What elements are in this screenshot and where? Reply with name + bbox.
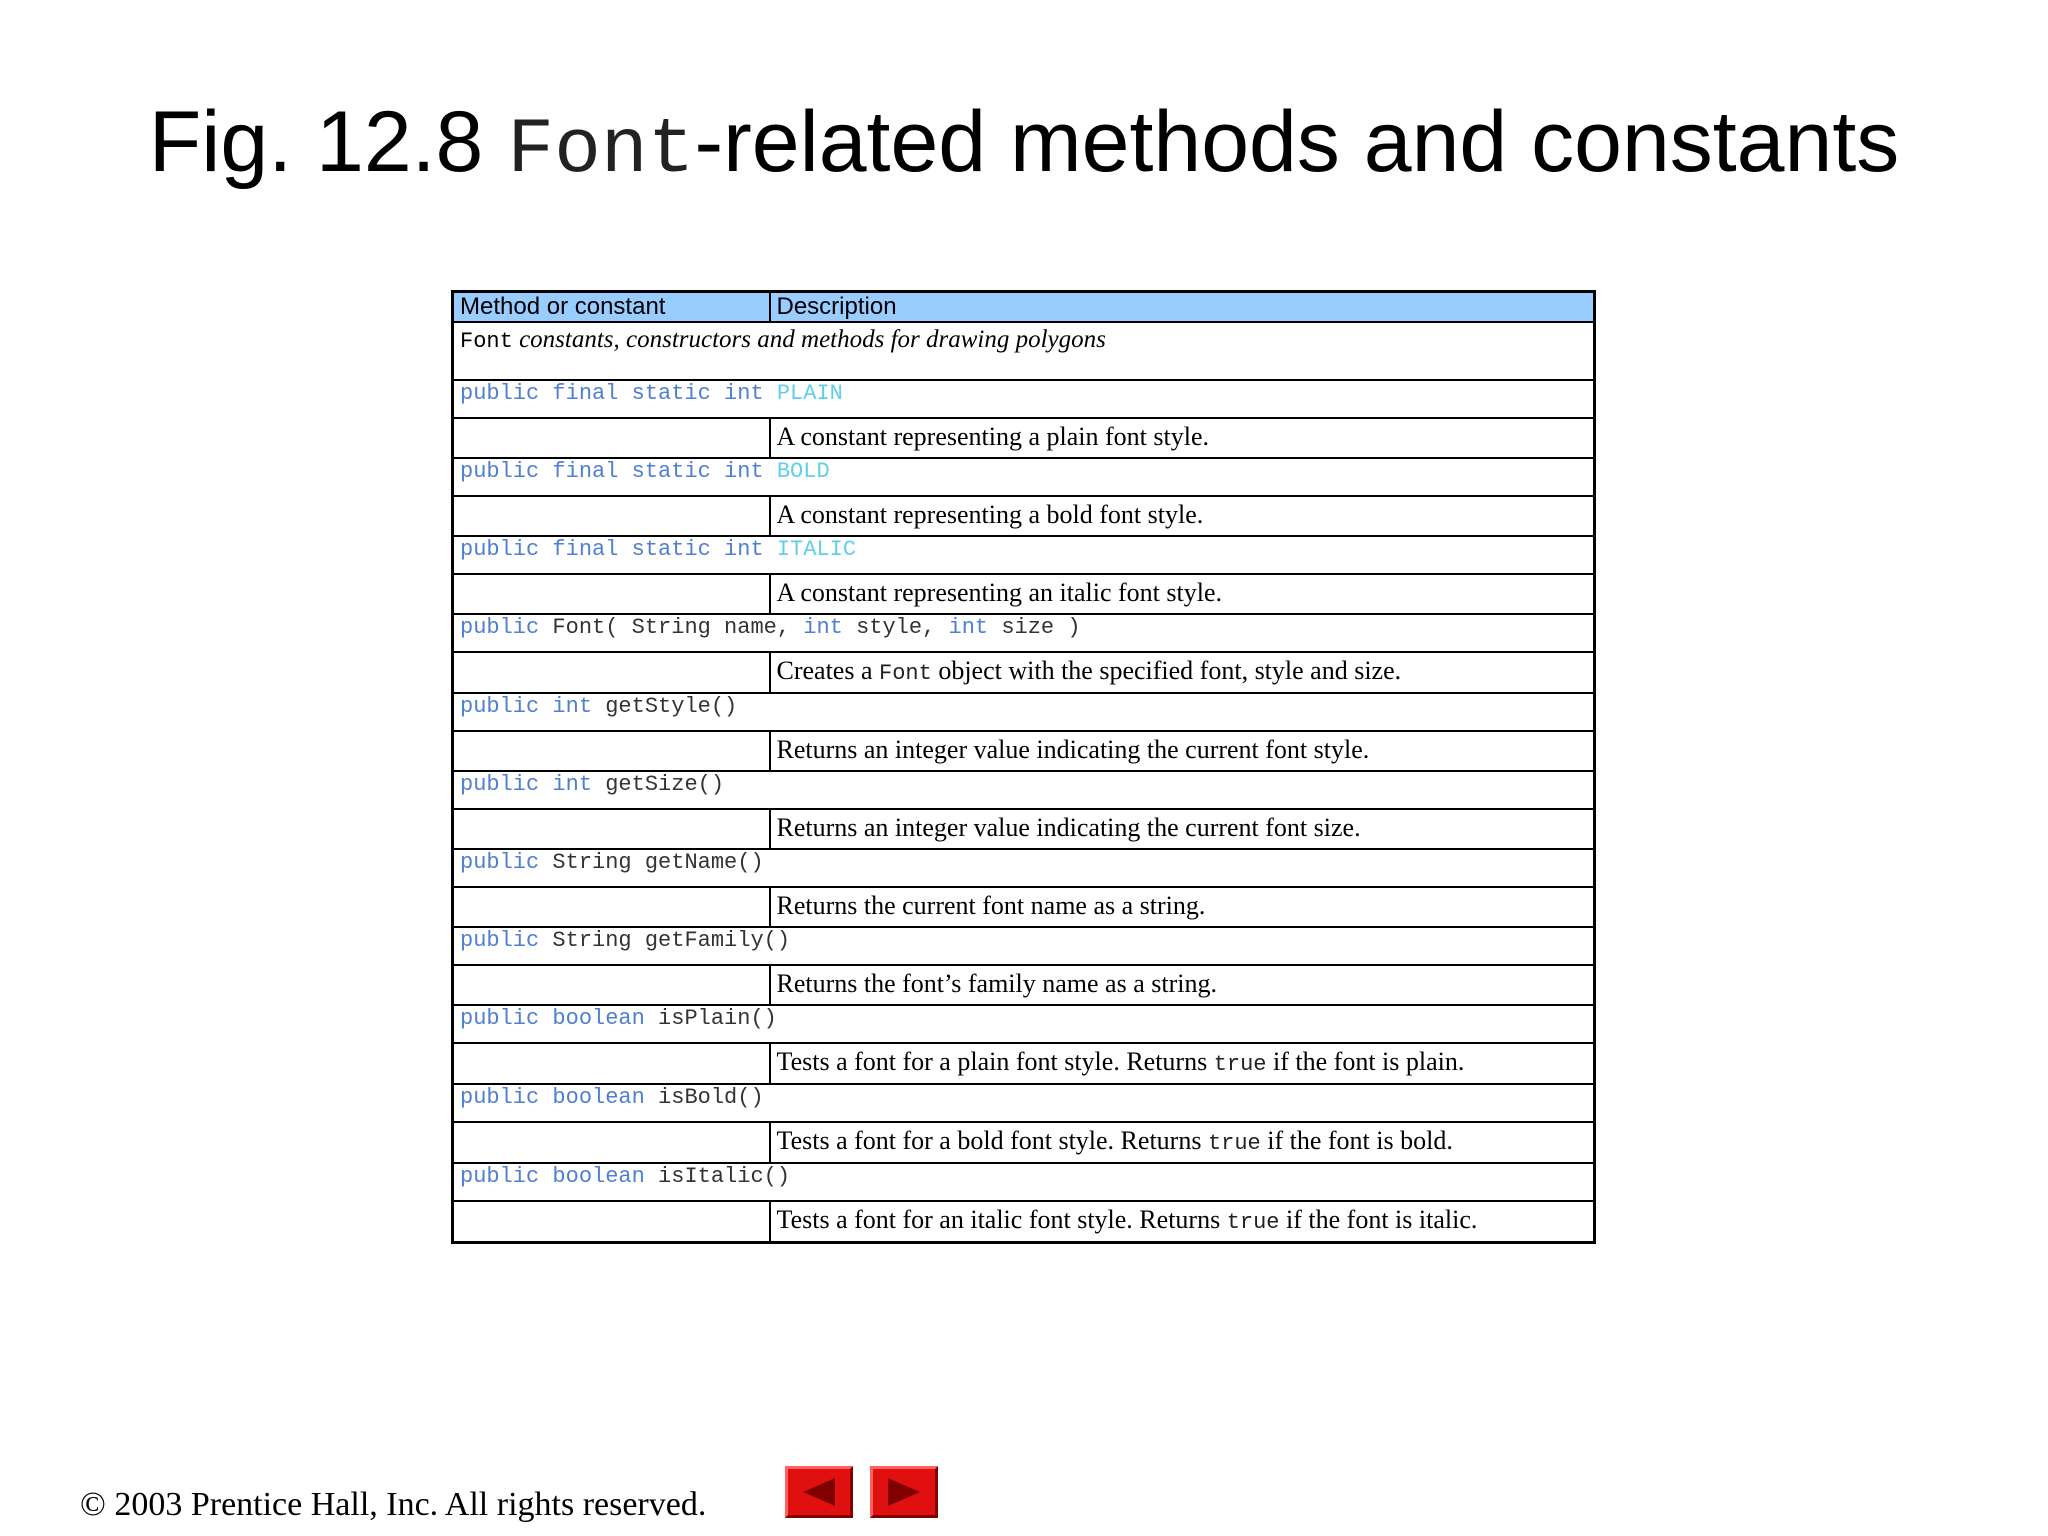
signature-row	[453, 458, 1595, 496]
signature-token: String getName()	[552, 850, 764, 875]
signature-token: Font( String name,	[552, 615, 804, 640]
description-row	[453, 887, 1595, 927]
signature-token: public boolean	[460, 1006, 659, 1031]
description-code: true	[1207, 1131, 1261, 1156]
method-signature	[453, 693, 1595, 731]
empty-cell	[453, 574, 770, 614]
method-signature	[453, 536, 1595, 574]
signature-token: ITALIC	[776, 537, 857, 562]
description-text: Returns the font’s family name as a string.	[776, 969, 1217, 998]
right-arrow-icon	[884, 1476, 924, 1508]
method-description	[770, 652, 1595, 693]
method-signature	[453, 927, 1595, 965]
signature-token: public	[460, 928, 553, 953]
description-row	[453, 1043, 1595, 1084]
description-text: A constant representing a plain font style.	[776, 422, 1210, 451]
empty-cell	[453, 731, 770, 771]
signature-token: getStyle()	[605, 694, 738, 719]
signature-token: isBold()	[658, 1085, 764, 1110]
description-row	[453, 1122, 1595, 1163]
section-row	[453, 322, 1595, 380]
description-text: if the font is plain.	[1266, 1047, 1465, 1076]
methods-table	[451, 290, 1596, 1244]
empty-cell	[453, 418, 770, 458]
empty-cell	[453, 496, 770, 536]
method-description	[770, 1201, 1595, 1243]
table-body	[453, 322, 1595, 1243]
table-header-row	[453, 292, 1595, 323]
description-row	[453, 418, 1595, 458]
left-arrow-icon	[799, 1476, 839, 1508]
signature-row	[453, 693, 1595, 731]
description-text: object with the specified font, style and size.	[931, 656, 1402, 685]
section-caption	[453, 322, 1595, 380]
signature-row	[453, 771, 1595, 809]
method-description	[770, 574, 1595, 614]
method-signature	[453, 614, 1595, 652]
signature-row	[453, 1084, 1595, 1122]
method-description	[770, 418, 1595, 458]
description-row	[453, 496, 1595, 536]
method-signature	[453, 380, 1595, 418]
signature-token: style,	[856, 615, 949, 640]
signature-token: public final static int	[460, 537, 777, 562]
signature-token: PLAIN	[776, 381, 843, 406]
title-prefix: Fig. 12.8	[148, 94, 508, 190]
description-row	[453, 574, 1595, 614]
description-text: Tests a font for an italic font style. Returns	[776, 1205, 1227, 1234]
signature-row	[453, 536, 1595, 574]
signature-token: isPlain()	[658, 1006, 777, 1031]
description-row	[453, 652, 1595, 693]
method-signature	[453, 1163, 1595, 1201]
method-description	[770, 965, 1595, 1005]
signature-row	[453, 1163, 1595, 1201]
description-row	[453, 1201, 1595, 1243]
description-text: Returns an integer value indicating the current font size.	[776, 813, 1361, 842]
description-text: Creates a	[776, 656, 880, 685]
description-text: A constant representing an italic font style.	[776, 578, 1222, 607]
signature-token: public	[460, 615, 553, 640]
signature-token: public final static int	[460, 381, 777, 406]
description-text: Returns the current font name as a string.	[776, 891, 1206, 920]
method-description	[770, 1043, 1595, 1084]
method-description	[770, 496, 1595, 536]
column-header-description: Description	[770, 292, 1595, 323]
signature-token: int	[803, 615, 857, 640]
description-text: A constant representing a bold font style.	[776, 500, 1204, 529]
signature-row	[453, 1005, 1595, 1043]
empty-cell	[453, 965, 770, 1005]
method-description	[770, 1122, 1595, 1163]
signature-token: public	[460, 850, 553, 875]
method-description	[770, 887, 1595, 927]
description-text: Returns an integer value indicating the current font style.	[776, 735, 1370, 764]
method-description	[770, 809, 1595, 849]
signature-token: int	[948, 615, 1002, 640]
column-header-method: Method or constant	[453, 292, 770, 323]
signature-row	[453, 614, 1595, 652]
signature-token: getSize()	[605, 772, 725, 797]
method-signature	[453, 771, 1595, 809]
empty-cell	[453, 887, 770, 927]
signature-row	[453, 927, 1595, 965]
description-code: true	[1226, 1210, 1280, 1235]
signature-token: public int	[460, 772, 606, 797]
empty-cell	[453, 809, 770, 849]
description-text: Tests a font for a plain font style. Returns	[776, 1047, 1214, 1076]
empty-cell	[453, 1201, 770, 1243]
method-description	[770, 731, 1595, 771]
signature-token: size )	[1001, 615, 1081, 640]
empty-cell	[453, 1122, 770, 1163]
signature-token: public final static int	[460, 459, 777, 484]
signature-token: public int	[460, 694, 606, 719]
copyright-notice: © 2003 Prentice Hall, Inc. All rights reserved.	[80, 1486, 707, 1523]
description-row	[453, 809, 1595, 849]
description-text: if the font is bold.	[1260, 1126, 1453, 1155]
method-signature	[453, 849, 1595, 887]
method-signature	[453, 458, 1595, 496]
title-code: Font	[507, 107, 695, 195]
description-row	[453, 965, 1595, 1005]
description-text: if the font is italic.	[1279, 1205, 1478, 1234]
next-slide-button[interactable]	[870, 1466, 938, 1518]
method-signature	[453, 1005, 1595, 1043]
signature-token: BOLD	[776, 459, 830, 484]
description-row	[453, 731, 1595, 771]
title-suffix: -related methods and constants	[694, 94, 1900, 190]
section-text: constants, constructors and methods for drawing polygons	[512, 326, 1106, 353]
previous-slide-button[interactable]	[785, 1466, 853, 1518]
signature-row	[453, 849, 1595, 887]
signature-token: String getFamily()	[552, 928, 791, 953]
page-title	[0, 92, 2048, 201]
method-signature	[453, 1084, 1595, 1122]
signature-token: isItalic()	[658, 1164, 791, 1189]
section-code: Font	[460, 329, 513, 354]
signature-token: public boolean	[460, 1085, 659, 1110]
signature-row	[453, 380, 1595, 418]
empty-cell	[453, 652, 770, 693]
description-text: Tests a font for a bold font style. Returns	[776, 1126, 1208, 1155]
empty-cell	[453, 1043, 770, 1084]
description-code: true	[1213, 1052, 1267, 1077]
signature-token: public boolean	[460, 1164, 659, 1189]
description-code: Font	[879, 661, 932, 686]
